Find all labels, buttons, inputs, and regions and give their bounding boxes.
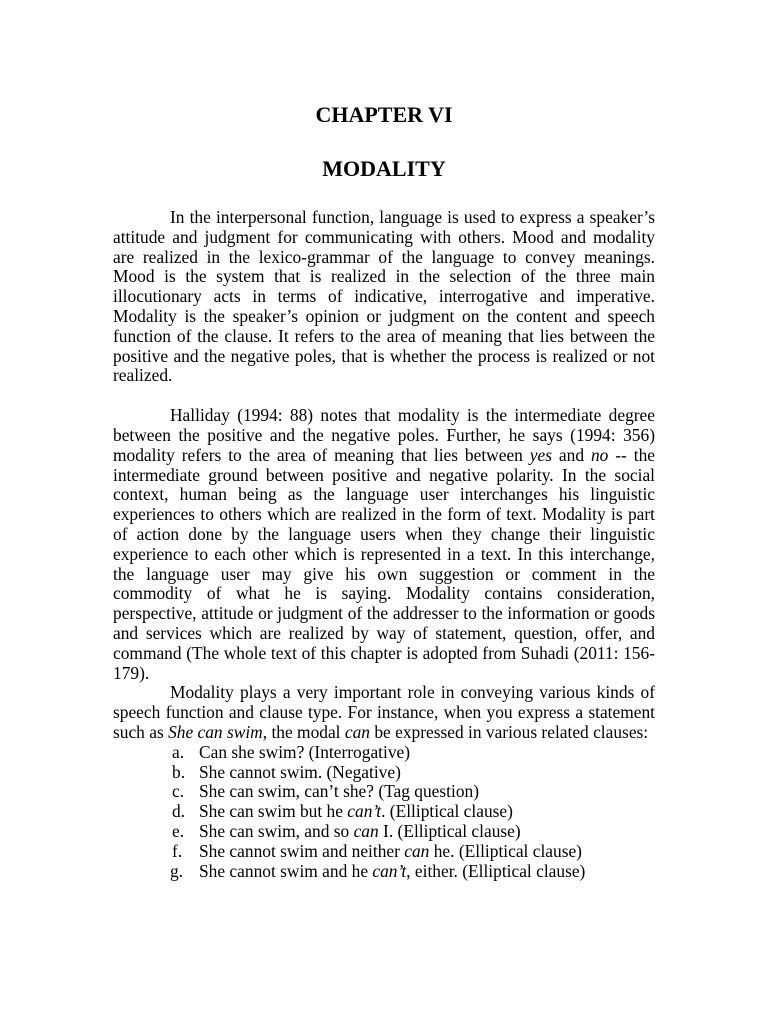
list-marker: d. [172, 801, 186, 822]
text-run: In the interpersonal function, language is used to express a speaker’s attitude and judgment for communicating with others. Mood and modality are realized in the lexico-grammar of the language to convey meanings. Mood is the system that is realized in the selection of the three main illocutionary acts in terms of indicative, interrogative and imperative. Modality is the speaker’s opinion or judgment on the content and speech function of the clause. It refers to the area of meaning that lies between the positive and the negative poles, that is whether the process is realized or not realized. [113, 207, 655, 386]
list-marker: e. [172, 820, 185, 841]
paragraph-1 [113, 208, 655, 386]
list-item-text [199, 742, 410, 762]
italic-text: can’t [347, 801, 382, 822]
italic-text: can’t [372, 860, 407, 881]
list-marker: a. [172, 741, 185, 762]
list-marker: c. [172, 781, 185, 802]
text-run: I. (Elliptical clause) [378, 820, 521, 841]
list-item-text [199, 781, 479, 801]
paragraph-3 [113, 683, 655, 742]
text-run: . (Elliptical clause) [381, 801, 513, 822]
list-item-text [199, 762, 401, 782]
text-run: and [552, 444, 591, 465]
list-marker: f. [172, 840, 183, 861]
list-item [113, 743, 655, 763]
paragraph-spacer [113, 386, 655, 406]
italic-text: She can swim [168, 721, 263, 742]
text-run: Halliday (1994: 88) notes that modality is the intermediate degree between the positive and the negative poles. Further, he says (1994: 356) modality refers to the area of meaning that lies between [113, 405, 655, 465]
list-item [113, 802, 655, 822]
list-item-text [199, 821, 521, 841]
text-run: She cannot swim and he [199, 860, 373, 881]
italic-text: no [590, 444, 609, 465]
text-run: , either. (Elliptical clause) [406, 860, 586, 881]
example-list [113, 743, 655, 882]
list-item [113, 763, 655, 783]
list-item-text [199, 861, 585, 881]
text-run: Can she swim? (Interrogative) [199, 741, 411, 762]
list-item [113, 822, 655, 842]
italic-text: can [353, 820, 379, 841]
italic-text: can [404, 840, 430, 861]
text-run: She can swim but he [199, 801, 348, 822]
text-run: -- the intermediate ground between positive and negative polarity. In the social context, human being as the language user interchanges his linguistic experiences to others which are realized in the form of text. Modality is part of action done by the language users when they change their linguistic experience to each other which is represented in a text. In this interchange, the language user may give his own suggestion or comment in the commodity of what he is saying. Modality contains consideration, perspective, attitude or judgment of the addresser to the information or goods and services which are realized by way of statement, question, offer, and command (The whole text of this chapter is adopted from Suhadi (2011: 156-179). [113, 444, 655, 683]
list-marker: b. [172, 761, 186, 782]
text-run: Modality plays a very important role in conveying various kinds of speech function and clause type. For instance, when you express a statement such as [113, 682, 655, 742]
text-run: She cannot swim and neither [199, 840, 405, 861]
list-item [113, 842, 655, 862]
list-marker: g. [170, 860, 184, 881]
list-item-text [199, 801, 513, 821]
text-run: be expressed in various related clauses: [369, 721, 649, 742]
list-item [113, 862, 655, 882]
italic-text: yes [529, 444, 553, 465]
chapter-number: CHAPTER VI [315, 102, 453, 127]
list-item [113, 782, 655, 802]
italic-text: can [344, 721, 370, 742]
text-run: She can swim, and so [199, 820, 354, 841]
chapter-body [113, 208, 655, 881]
text-run: She cannot swim. (Negative) [199, 761, 401, 782]
text-run: She can swim, can’t she? (Tag question) [199, 781, 480, 802]
list-item-text [199, 841, 582, 861]
text-run: , the modal [262, 721, 345, 742]
paragraph-2 [113, 406, 655, 683]
text-run: he. (Elliptical clause) [429, 840, 582, 861]
chapter-title: MODALITY [322, 156, 446, 181]
